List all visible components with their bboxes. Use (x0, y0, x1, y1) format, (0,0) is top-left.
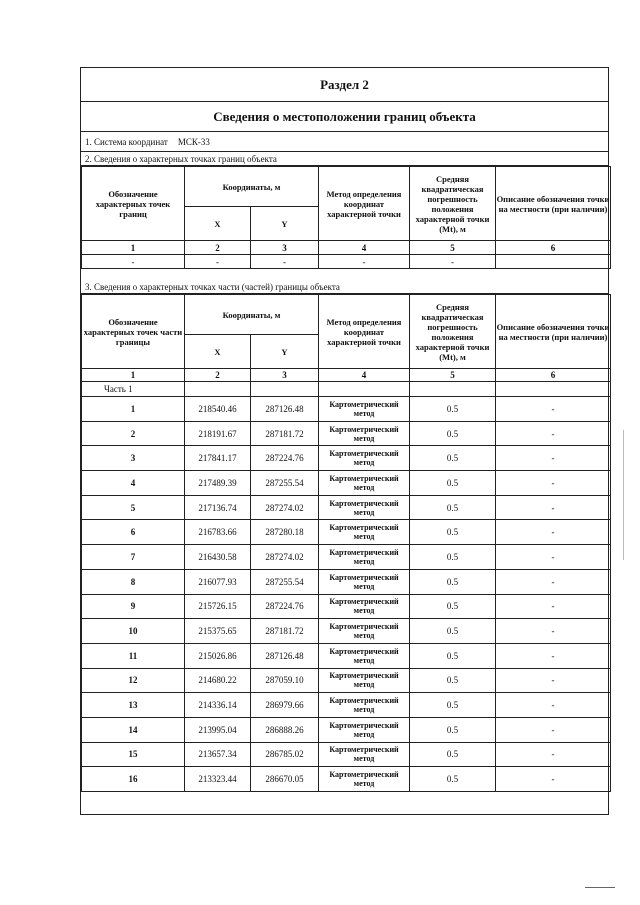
error-cell: 0.5 (410, 693, 496, 718)
x-coordinate: 215026.86 (185, 643, 251, 668)
point-number: 6 (82, 520, 185, 545)
x-coordinate: 217841.17 (185, 446, 251, 471)
x-coordinate: 216430.58 (185, 545, 251, 570)
error-cell: 0.5 (410, 569, 496, 594)
table-row (82, 421, 611, 446)
colnum: 1 (82, 369, 185, 382)
table-row (82, 742, 611, 767)
description-cell: - (496, 693, 611, 718)
point-number: 10 (82, 619, 185, 644)
th-x: X (185, 335, 251, 369)
part-boundary-points-table (81, 294, 611, 792)
cell: - (82, 255, 185, 269)
x-coordinate: 213995.04 (185, 717, 251, 742)
colnum: 6 (496, 241, 611, 255)
th-x: X (185, 207, 251, 241)
description-cell: - (496, 397, 611, 422)
error-cell: 0.5 (410, 594, 496, 619)
table-row (82, 717, 611, 742)
colnum: 2 (185, 241, 251, 255)
point-number: 3 (82, 446, 185, 471)
colnum: 5 (410, 241, 496, 255)
description-cell: - (496, 668, 611, 693)
x-coordinate: 217136.74 (185, 495, 251, 520)
table-row (82, 520, 611, 545)
error-cell: 0.5 (410, 643, 496, 668)
description-cell: - (496, 520, 611, 545)
error-cell: 0.5 (410, 520, 496, 545)
method-cell: Картометрический метод (319, 717, 410, 742)
method-cell: Картометрический метод (319, 643, 410, 668)
table-row (82, 594, 611, 619)
description-cell: - (496, 446, 611, 471)
th-coords: Координаты, м (185, 167, 319, 207)
method-cell: Картометрический метод (319, 446, 410, 471)
error-cell: 0.5 (410, 446, 496, 471)
error-cell: 0.5 (410, 742, 496, 767)
th-description: Описание обозначения точки на местности (при наличии) (496, 167, 611, 241)
colnum: 3 (251, 369, 319, 382)
colnum: 5 (410, 369, 496, 382)
method-cell: Картометрический метод (319, 471, 410, 496)
point-number: 2 (82, 421, 185, 446)
table-row (82, 668, 611, 693)
point-number: 9 (82, 594, 185, 619)
th-y: Y (251, 335, 319, 369)
part-label: Часть 1 (82, 382, 185, 397)
table-row (82, 767, 611, 792)
method-cell: Картометрический метод (319, 545, 410, 570)
description-cell: - (496, 495, 611, 520)
error-cell: 0.5 (410, 471, 496, 496)
description-cell: - (496, 742, 611, 767)
error-cell: 0.5 (410, 619, 496, 644)
th-y: Y (251, 207, 319, 241)
colnum: 2 (185, 369, 251, 382)
y-coordinate: 287224.76 (251, 446, 319, 471)
cell (496, 382, 611, 397)
point-number: 4 (82, 471, 185, 496)
cell: - (319, 255, 410, 269)
description-cell: - (496, 594, 611, 619)
x-coordinate: 216077.93 (185, 569, 251, 594)
th-method: Метод определения координат характерной точки (319, 167, 410, 241)
table-row (82, 545, 611, 570)
x-coordinate: 213657.34 (185, 742, 251, 767)
point-number: 11 (82, 643, 185, 668)
y-coordinate: 286888.26 (251, 717, 319, 742)
scan-footer-mark (585, 887, 615, 888)
section-title: Раздел 2 (81, 68, 608, 102)
colnum: 4 (319, 241, 410, 255)
part-row (82, 382, 611, 397)
point-number: 1 (82, 397, 185, 422)
point-number: 15 (82, 742, 185, 767)
cell: - (251, 255, 319, 269)
description-cell: - (496, 569, 611, 594)
method-cell: Картометрический метод (319, 693, 410, 718)
column-numbers-row (82, 241, 496, 255)
x-coordinate: 215726.15 (185, 594, 251, 619)
th-designation: Обозначение характерных точек части границы (82, 295, 185, 369)
description-cell: - (496, 421, 611, 446)
description-cell: - (496, 619, 611, 644)
cell (185, 382, 251, 397)
point-number: 12 (82, 668, 185, 693)
method-cell: Картометрический метод (319, 569, 410, 594)
th-coords: Координаты, м (185, 295, 319, 335)
scan-margin-mark (623, 430, 624, 560)
point-number: 5 (82, 495, 185, 520)
method-cell: Картометрический метод (319, 520, 410, 545)
method-cell: Картометрический метод (319, 397, 410, 422)
y-coordinate: 287181.72 (251, 619, 319, 644)
x-coordinate: 218540.46 (185, 397, 251, 422)
description-cell: - (496, 767, 611, 792)
x-coordinate: 215375.65 (185, 619, 251, 644)
error-cell: 0.5 (410, 717, 496, 742)
y-coordinate: 287126.48 (251, 397, 319, 422)
method-cell: Картометрический метод (319, 594, 410, 619)
cell: - (185, 255, 251, 269)
table-row (82, 495, 611, 520)
s3-label: 3. Сведения о характерных точках части (частей) границы объекта (81, 280, 608, 294)
y-coordinate: 287280.18 (251, 520, 319, 545)
point-number: 16 (82, 767, 185, 792)
method-cell: Картометрический метод (319, 495, 410, 520)
y-coordinate: 287255.54 (251, 471, 319, 496)
x-coordinate: 216783.66 (185, 520, 251, 545)
th-method: Метод определения координат характерной точки (319, 295, 410, 369)
section-subtitle: Сведения о местоположении границ объекта (81, 102, 608, 132)
column-numbers-row (82, 369, 611, 382)
colnum: 3 (251, 241, 319, 255)
colnum: 6 (496, 369, 611, 382)
cell (496, 255, 611, 269)
colnum: 4 (319, 369, 410, 382)
y-coordinate: 287274.02 (251, 495, 319, 520)
y-coordinate: 287181.72 (251, 421, 319, 446)
table-row (82, 446, 611, 471)
method-cell: Картометрический метод (319, 619, 410, 644)
th-description: Описание обозначения точки на местности (при наличии) (496, 295, 611, 369)
error-cell: 0.5 (410, 767, 496, 792)
error-cell: 0.5 (410, 545, 496, 570)
th-error: Средняя квадратическая погрешность положения характерной точки (Mt), м (410, 167, 496, 241)
point-number: 8 (82, 569, 185, 594)
coordinate-system-label: 1. Система координат (85, 136, 168, 147)
point-number: 14 (82, 717, 185, 742)
error-cell: 0.5 (410, 397, 496, 422)
error-cell: 0.5 (410, 495, 496, 520)
table-row (82, 619, 611, 644)
cell (319, 382, 410, 397)
y-coordinate: 286785.02 (251, 742, 319, 767)
description-cell: - (496, 643, 611, 668)
th-designation: Обозначение характерных точек границ (82, 167, 185, 241)
description-cell: - (496, 545, 611, 570)
method-cell: Картометрический метод (319, 767, 410, 792)
document-sheet (80, 67, 609, 815)
method-cell: Картометрический метод (319, 668, 410, 693)
point-number: 7 (82, 545, 185, 570)
error-cell: 0.5 (410, 668, 496, 693)
x-coordinate: 213323.44 (185, 767, 251, 792)
y-coordinate: 287255.54 (251, 569, 319, 594)
table-row (82, 569, 611, 594)
y-coordinate: 287126.48 (251, 643, 319, 668)
table-row (82, 643, 611, 668)
x-coordinate: 214680.22 (185, 668, 251, 693)
table-row (82, 471, 611, 496)
x-coordinate: 217489.39 (185, 471, 251, 496)
method-cell: Картометрический метод (319, 742, 410, 767)
th-error: Средняя квадратическая погрешность положения характерной точки (Mt), м (410, 295, 496, 369)
x-coordinate: 218191.67 (185, 421, 251, 446)
y-coordinate: 287274.02 (251, 545, 319, 570)
x-coordinate: 214336.14 (185, 693, 251, 718)
table-row (82, 397, 611, 422)
y-coordinate: 286979.66 (251, 693, 319, 718)
description-cell: - (496, 471, 611, 496)
coordinate-system-row (81, 132, 608, 152)
boundary-points-table (81, 166, 496, 269)
description-cell: - (496, 717, 611, 742)
coordinate-system-value: МСК-33 (177, 136, 210, 147)
y-coordinate: 287059.10 (251, 668, 319, 693)
cell (410, 382, 496, 397)
y-coordinate: 287224.76 (251, 594, 319, 619)
method-cell: Картометрический метод (319, 421, 410, 446)
table-row (82, 693, 611, 718)
y-coordinate: 286670.05 (251, 767, 319, 792)
s2-label: 2. Сведения о характерных точках границ объекта (81, 152, 608, 166)
cell: - (410, 255, 496, 269)
point-number: 13 (82, 693, 185, 718)
boundary-points-description-col (495, 166, 611, 269)
cell (251, 382, 319, 397)
colnum: 1 (82, 241, 185, 255)
table-row (82, 255, 496, 269)
error-cell: 0.5 (410, 421, 496, 446)
